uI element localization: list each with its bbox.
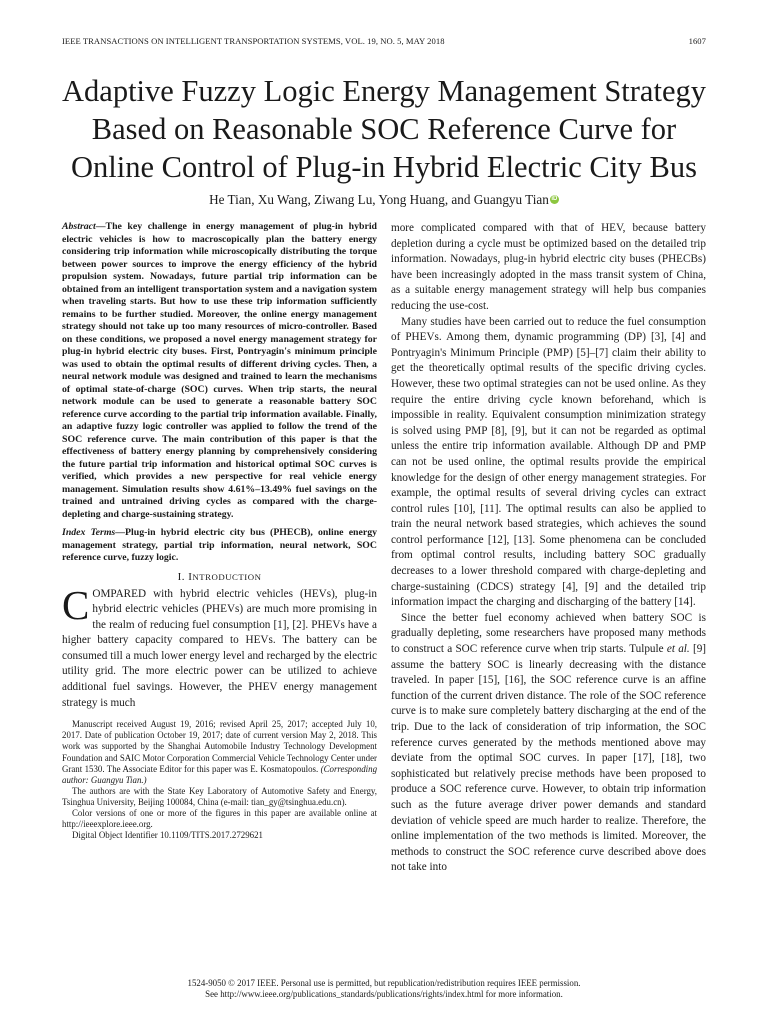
footnote-manuscript [62,719,377,786]
section-title: NTRODUCTION [192,571,262,582]
body-text-segment: Since the better fuel economy achieved when battery SOC is gradually depleting, some researchers have proposed many methods to construct a SOC reference curve when trip starts. Tulpule [391,611,706,656]
title-line: Based on Reasonable SOC Reference Curve for [91,112,677,146]
index-terms [62,527,377,565]
authors-text: He Tian, Xu Wang, Ziwang Lu, Yong Huang, and Guangyu Tian [209,192,549,207]
copyright-notice [30,978,738,1000]
index-terms-dash: — [115,527,126,538]
footnote-color: Color versions of one or more of the figures in this paper are available online at http://ieeexplore.ieee.org. [62,808,377,830]
right-column [391,221,706,876]
section-heading-introduction [62,571,377,583]
running-header [62,36,706,46]
title-line: Adaptive Fuzzy Logic Energy Management Strategy [62,74,706,108]
abstract-label: Abstract [62,221,96,232]
section-numeral: I. I [177,570,193,583]
abstract-text: The key challenge in energy management of plug-in hybrid electric vehicles is how to macroscopically plan the battery energy considering trip information while microscopically distributing the torque between power sources to improve the energy efficiency of the hybrid propulsion system. Nowadays, future partial trip information can be obtained from an intelligent transportation system and a navigation system when traveling starts. But how to use these trip information sufficiently remains to be further studied. Moreover, the online energy management strategy should not take up too many resources of micro-controller. Based on these conditions, we proposed a novel energy management strategy for plug-in hybrid electric city buses. First, Pontryagin's minimum principle was used to obtain the optimal results of different driving cycles. Then, a neural network module was designed and trained to learn the mechanisms of optimal state-of-charge (SOC) curves. When trip starts, the neural network module can be used to generate a reasonable battery SOC reference curve according to the partial trip information available. Finally, an adaptive fuzzy logic controller was applied to follow the trend of the SOC reference curve. The main contribution of this paper is that the effectiveness of battery energy planning by comprehensively considering the future partial trip information and historical optimal SOC curves is verified, which provides a new perspective for real vehicle energy management. Simulation results show 4.61%–13.49% fuel savings on the trained and untrained driving cycles as compared with the charge-depleting and charge-sustaining strategy. [62,221,377,520]
intro-paragraph [62,581,377,712]
copyright-line: See http://www.ieee.org/publications_standards/publications/rights/index.html for more information. [205,989,563,999]
footnote-affiliation: The authors are with the State Key Laboratory of Automotive Safety and Energy, Tsinghua University, Beijing 100084, China (e-mail: tian_gy@tsinghua.edu.cn). [62,785,377,807]
intro-text: OMPARED with hybrid electric vehicles (HEVs), plug-in hybrid electric vehicles (PHEVs) are much more promising in the realm of reducing fuel consumption [1], [2]. PHEVs have a higher battery capacity compared to HEVs. The battery can be consumed till a much lower energy level and recharged by the electric utility grid. The more electric power can be utilized to achieve additional fuel savings. However, the PHEV energy management strategy is much [62,587,377,709]
abstract [62,221,377,521]
body-paragraph [391,611,706,876]
body-text-segment: [9] assume the battery SOC is linearly decreasing with the distance traveled. In paper [15], [16], the SOC reference curve is an affine function of the current driven distance. The role of the SOC reference curve is to make sure completely battery discharging at the end of the trip. Due to the lack of consideration of trip information, the SOC reference curves generated by the methods mentioned above may deviate from the optimal SOC curves. In paper [17], [18], two sophisticated but relatively precise methods have been proposed to produce a SOC reference curve. However, to obtain trip information such as the future average driver power demands and standard deviation of vehicle speed are much harder to realize. Therefore, the online implementation of the two methods is limited. Moreover, the methods to construct the SOC reference curve described above does not take into [391,643,707,874]
orcid-icon[interactable]: iD [551,196,558,202]
footnote-doi: Digital Object Identifier 10.1109/TITS.2017.2729621 [72,830,263,841]
page-number: 1607 [688,36,706,46]
footnote-manuscript-text: Manuscript received August 19, 2016; revised April 25, 2017; accepted July 10, 2017. Date of publication October 19, 2017; date of current version May 2, 2018. This work was supported by the Shanghai Automobile Industry Technology Development Foundation and SAIC Motor Corporation Commercial Vehicle Technology Center under Grant 1530. The Associate Editor for this paper was E. Kosmatopoulos. [62,719,377,774]
left-column [62,221,377,841]
footnotes [62,719,377,841]
body-paragraph: Many studies have been carried out to reduce the fuel consumption of PHEVs. Among them, dynamic programming (DP) [3], [4] and Pontryagin's Minimum Principle (PMP) [5]–[7] claim their ability to get the theoretically optimal results of the specific driving cycles. However, these two optimal strategies can not be used online. As they require the entire driving cycle known beforehand, which is impossible in reality. Equivalent consumption minimization strategy is solved using PMP [8], [9], but it can not be regarded as optimal unless the entire trip information available. Although DP and PMP can not be used online, the optimal results provide the empirical knowledge for the design of other energy management strategies. For example, the optimal results of several driving cycles can extract control rules [10], [11]. The optimal results can also be applied to train the neural network based strategies, which achieves the sound control performance [12], [13]. Some phenomena can be concluded from optimal control results, including battery SOC gradually decreases to a lower threshold compared with charge-depleting and charge-sustaining (CDCS) strategy [4], [9] and the detailed trip information impact the charging and discharging of the battery [14]. [391,315,706,609]
author-list [30,192,738,208]
paper-title [30,72,738,186]
journal-name: IEEE TRANSACTIONS ON INTELLIGENT TRANSPORTATION SYSTEMS, VOL. 19, NO. 5, MAY 2018 [62,36,445,46]
title-line: Online Control of Plug-in Hybrid Electric City Bus [70,150,698,184]
body-text-emphasis: et al. [666,643,690,656]
copyright-line: 1524-9050 © 2017 IEEE. Personal use is permitted, but republication/redistribution requires IEEE permission. [187,978,581,988]
index-terms-label: Index Terms [62,527,116,538]
drop-cap: C [62,581,90,628]
index-terms-text: Plug-in hybrid electric city bus (PHECB), online energy management strategy, partial trip information, neural network, SOC reference curve, fuzzy logic. [62,527,377,563]
footnote-corresponding: (Corresponding author: Guangyu Tian.) [62,763,378,785]
abstract-dash: — [95,221,106,232]
body-paragraph: more complicated compared with that of HEV, because battery depletion during a cycle must be optimized based on the detailed trip information. Nowadays, plug-in hybrid electric city buses (PHECBs) have been increasingly adopted in the mass transit system of China, as a suitable energy management strategy will help bus companies reducing the use-cost. [391,222,706,312]
